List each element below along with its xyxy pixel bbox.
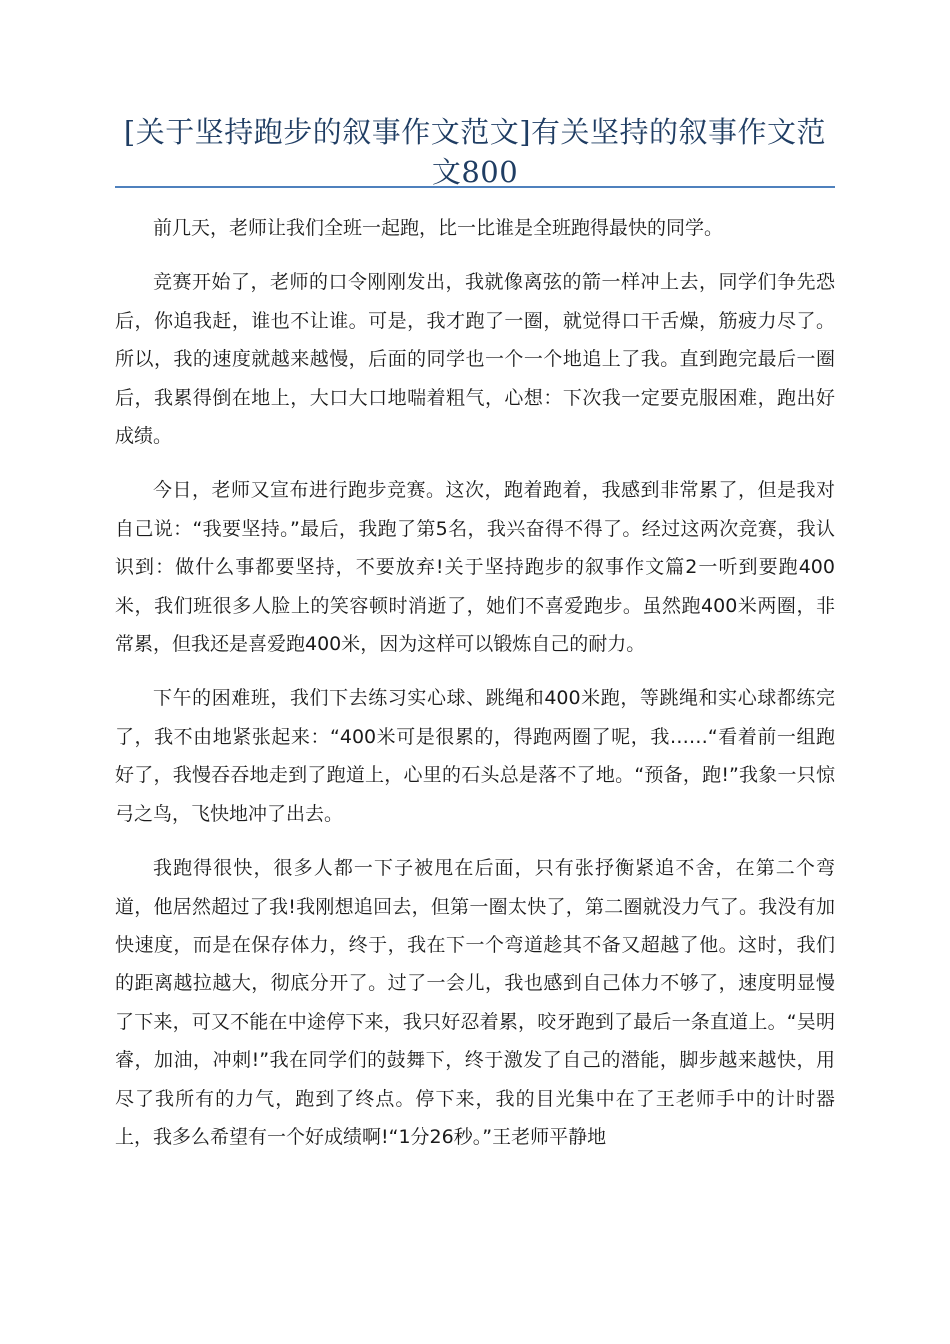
- title-underline: [115, 186, 835, 188]
- paragraph: 下午的困难班，我们下去练习实心球、跳绳和400米跑，等跳绳和实心球都练完了，我不由地紧张起来：“400米可是很累的，得跑两圈了呢，我……“看着前一组跑好了，我慢吞吞地走到了跑道上，心里的石头总是落不了地。“预备，跑!”我象一只惊弓之鸟，飞快地冲了出去。: [115, 687, 835, 825]
- paragraph: 今日，老师又宣布进行跑步竞赛。这次，跑着跑着，我感到非常累了，但是我对自己说：“我要坚持。”最后，我跑了第5名，我兴奋得不得了。经过这两次竞赛，我认识到：做什么事都要坚持，不要放弃!关于坚持跑步的叙事作文篇2一听到要跑400米，我们班很多人脸上的笑容顿时消逝了，她们不喜爱跑步。虽然跑400米两圈，非常累，但我还是喜爱跑400米，因为这样可以锻炼自己的耐力。: [115, 479, 835, 656]
- paragraph: 竞赛开始了，老师的口令刚刚发出，我就像离弦的箭一样冲上去，同学们争先恐后，你追我赶，谁也不让谁。可是，我才跑了一圈，就觉得口干舌燥，筋疲力尽了。所以，我的速度就越来越慢，后面的同学也一个一个地追上了我。直到跑完最后一圈后，我累得倒在地上，大口大口地喘着粗气，心想：下次我一定要克服困难，跑出好成绩。: [115, 271, 835, 448]
- document-title: [关于坚持跑步的叙事作文范文]有关坚持的叙事作文范文800: [123, 115, 827, 189]
- paragraph: 前几天，老师让我们全班一起跑，比一比谁是全班跑得最快的同学。: [153, 217, 724, 239]
- document-body: [115, 209, 835, 1172]
- paragraph: 我跑得很快，很多人都一下子被甩在后面，只有张抒衡紧追不舍，在第二个弯道，他居然超过了我!我刚想追回去，但第一圈太快了，第二圈就没力气了。我没有加快速度，而是在保存体力，终于，我在下一个弯道趁其不备又超越了他。这时，我们的距离越拉越大，彻底分开了。过了一会儿，我也感到自己体力不够了，速度明显慢了下来，可又不能在中途停下来，我只好忍着累，咬牙跑到了最后一条直道上。“吴明睿，加油，冲刺!”我在同学们的鼓舞下，终于激发了自己的潜能，脚步越来越快，用尽了我所有的力气，跑到了终点。停下来，我的目光集中在了王老师手中的计时器上，我多么希望有一个好成绩啊!“1分26秒。”王老师平静地: [115, 857, 835, 1148]
